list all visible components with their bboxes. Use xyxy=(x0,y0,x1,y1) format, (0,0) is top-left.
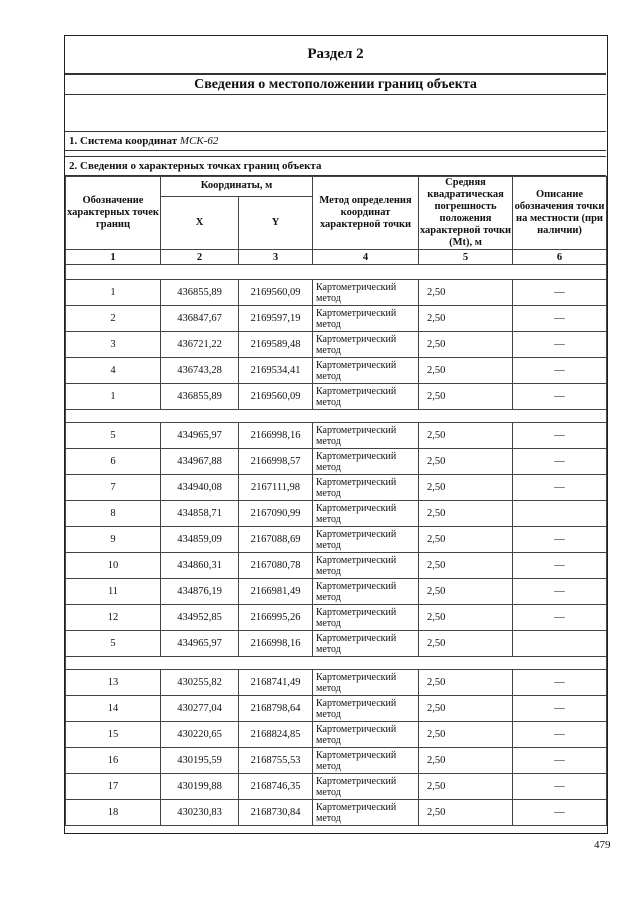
y-coord-cell: 2166998,57 xyxy=(239,449,313,475)
table-row xyxy=(66,423,607,449)
header-coords: Координаты, м xyxy=(161,177,313,197)
method-cell: Картометрический метод xyxy=(313,631,419,657)
error-cell: 2,50 xyxy=(419,501,513,527)
error-cell: 2,50 xyxy=(419,553,513,579)
method-cell: Картометрический метод xyxy=(313,527,419,553)
table-row xyxy=(66,501,607,527)
method-cell: Картометрический метод xyxy=(313,280,419,306)
separator-cell xyxy=(66,657,607,670)
table-row xyxy=(66,800,607,826)
points-section-title: 2. Сведения о характерных точках границ объекта xyxy=(65,156,606,176)
x-coord-cell: 434967,88 xyxy=(161,449,239,475)
x-coord-cell: 434860,31 xyxy=(161,553,239,579)
description-cell: — xyxy=(513,475,607,501)
x-coord-cell: 436743,28 xyxy=(161,358,239,384)
error-cell: 2,50 xyxy=(419,748,513,774)
point-cell: 17 xyxy=(66,774,161,800)
point-cell: 9 xyxy=(66,527,161,553)
x-coord-cell: 436855,89 xyxy=(161,280,239,306)
point-cell: 8 xyxy=(66,501,161,527)
point-cell: 12 xyxy=(66,605,161,631)
x-coord-cell: 436855,89 xyxy=(161,384,239,410)
x-coord-cell: 430277,04 xyxy=(161,696,239,722)
description-cell: — xyxy=(513,748,607,774)
coordinate-system-value: МСК-62 xyxy=(179,135,219,147)
y-coord-cell: 2166981,49 xyxy=(239,579,313,605)
method-cell: Картометрический метод xyxy=(313,670,419,696)
table-row xyxy=(66,527,607,553)
spacer xyxy=(65,95,606,131)
point-cell: 13 xyxy=(66,670,161,696)
error-cell: 2,50 xyxy=(419,423,513,449)
method-cell: Картометрический метод xyxy=(313,384,419,410)
table-row xyxy=(66,332,607,358)
description-cell: — xyxy=(513,423,607,449)
col-number: 3 xyxy=(239,250,313,265)
x-coord-cell: 434952,85 xyxy=(161,605,239,631)
table-row xyxy=(66,553,607,579)
method-cell: Картометрический метод xyxy=(313,722,419,748)
col-number: 5 xyxy=(419,250,513,265)
description-cell: — xyxy=(513,696,607,722)
table-row xyxy=(66,280,607,306)
table-row xyxy=(66,696,607,722)
table-row xyxy=(66,631,607,657)
table-row xyxy=(66,605,607,631)
y-coord-cell: 2167090,99 xyxy=(239,501,313,527)
y-coord-cell: 2168824,85 xyxy=(239,722,313,748)
x-coord-cell: 434965,97 xyxy=(161,631,239,657)
method-cell: Картометрический метод xyxy=(313,696,419,722)
col-number: 2 xyxy=(161,250,239,265)
description-cell: — xyxy=(513,800,607,826)
description-cell: — xyxy=(513,553,607,579)
y-coord-cell: 2167080,78 xyxy=(239,553,313,579)
error-cell: 2,50 xyxy=(419,670,513,696)
error-cell: 2,50 xyxy=(419,280,513,306)
description-cell: — xyxy=(513,449,607,475)
table-row xyxy=(66,748,607,774)
points-table xyxy=(65,176,607,826)
point-cell: 1 xyxy=(66,280,161,306)
point-cell: 4 xyxy=(66,358,161,384)
section-heading: Раздел 2 xyxy=(65,36,606,74)
method-cell: Картометрический метод xyxy=(313,800,419,826)
method-cell: Картометрический метод xyxy=(313,306,419,332)
method-cell: Картометрический метод xyxy=(313,475,419,501)
table-row xyxy=(66,358,607,384)
error-cell: 2,50 xyxy=(419,800,513,826)
description-cell xyxy=(513,501,607,527)
description-cell: — xyxy=(513,358,607,384)
col-number: 4 xyxy=(313,250,419,265)
table-row xyxy=(66,722,607,748)
error-cell: 2,50 xyxy=(419,384,513,410)
point-cell: 5 xyxy=(66,423,161,449)
x-coord-cell: 436721,22 xyxy=(161,332,239,358)
page-number: 479 xyxy=(594,839,611,851)
error-cell: 2,50 xyxy=(419,579,513,605)
y-coord-cell: 2168755,53 xyxy=(239,748,313,774)
error-cell: 2,50 xyxy=(419,605,513,631)
x-coord-cell: 430195,59 xyxy=(161,748,239,774)
method-cell: Картометрический метод xyxy=(313,358,419,384)
method-cell: Картометрический метод xyxy=(313,748,419,774)
x-coord-cell: 434965,97 xyxy=(161,423,239,449)
x-coord-cell: 434940,08 xyxy=(161,475,239,501)
point-cell: 11 xyxy=(66,579,161,605)
y-coord-cell: 2168730,84 xyxy=(239,800,313,826)
description-cell: — xyxy=(513,384,607,410)
description-cell: — xyxy=(513,579,607,605)
method-cell: Картометрический метод xyxy=(313,332,419,358)
y-coord-cell: 2168798,64 xyxy=(239,696,313,722)
section-title: Сведения о местоположении границ объекта xyxy=(65,74,606,95)
table-row xyxy=(66,579,607,605)
header-error xyxy=(419,177,513,250)
blank-row xyxy=(66,265,607,280)
header-desc: Описание обозначения точки на местности (при наличии) xyxy=(513,177,607,250)
table-row xyxy=(66,475,607,501)
point-cell: 3 xyxy=(66,332,161,358)
point-cell: 10 xyxy=(66,553,161,579)
y-coord-cell: 2169589,48 xyxy=(239,332,313,358)
y-coord-cell: 2166998,16 xyxy=(239,423,313,449)
y-coord-cell: 2169534,41 xyxy=(239,358,313,384)
table-row xyxy=(66,306,607,332)
x-coord-cell: 434876,19 xyxy=(161,579,239,605)
x-coord-cell: 430199,88 xyxy=(161,774,239,800)
point-cell: 16 xyxy=(66,748,161,774)
y-coord-cell: 2167088,69 xyxy=(239,527,313,553)
error-cell: 2,50 xyxy=(419,306,513,332)
point-cell: 5 xyxy=(66,631,161,657)
col-number: 1 xyxy=(66,250,161,265)
y-coord-cell: 2168746,35 xyxy=(239,774,313,800)
header-x: X xyxy=(161,196,239,249)
header-error-text: Средняя квадратическая погрешность положения характерной точки (Mt), м xyxy=(419,177,512,248)
error-cell: 2,50 xyxy=(419,774,513,800)
x-coord-cell: 430255,82 xyxy=(161,670,239,696)
point-cell: 15 xyxy=(66,722,161,748)
coordinate-system-label: 1. Система координат xyxy=(69,135,178,147)
x-coord-cell: 436847,67 xyxy=(161,306,239,332)
method-cell: Картометрический метод xyxy=(313,774,419,800)
y-coord-cell: 2166998,16 xyxy=(239,631,313,657)
y-coord-cell: 2167111,98 xyxy=(239,475,313,501)
x-coord-cell: 434859,09 xyxy=(161,527,239,553)
table-row xyxy=(66,670,607,696)
points-table-body xyxy=(66,280,607,826)
group-separator-row xyxy=(66,657,607,670)
error-cell: 2,50 xyxy=(419,332,513,358)
error-cell: 2,50 xyxy=(419,527,513,553)
y-coord-cell: 2166995,26 xyxy=(239,605,313,631)
error-cell: 2,50 xyxy=(419,449,513,475)
method-cell: Картометрический метод xyxy=(313,449,419,475)
col-number: 6 xyxy=(513,250,607,265)
x-coord-cell: 430220,65 xyxy=(161,722,239,748)
point-cell: 18 xyxy=(66,800,161,826)
header-method-text: Метод определения координат характерной точки xyxy=(319,195,412,230)
description-cell: — xyxy=(513,280,607,306)
description-cell: — xyxy=(513,332,607,358)
coordinate-system-line xyxy=(65,131,606,151)
error-cell: 2,50 xyxy=(419,358,513,384)
x-coord-cell: 434858,71 xyxy=(161,501,239,527)
table-row xyxy=(66,774,607,800)
description-cell xyxy=(513,631,607,657)
method-cell: Картометрический метод xyxy=(313,605,419,631)
header-y: Y xyxy=(239,196,313,249)
point-cell: 7 xyxy=(66,475,161,501)
table-row xyxy=(66,449,607,475)
table-row xyxy=(66,384,607,410)
error-cell: 2,50 xyxy=(419,631,513,657)
point-cell: 2 xyxy=(66,306,161,332)
description-cell: — xyxy=(513,722,607,748)
error-cell: 2,50 xyxy=(419,722,513,748)
y-coord-cell: 2168741,49 xyxy=(239,670,313,696)
point-cell: 6 xyxy=(66,449,161,475)
separator-cell xyxy=(66,410,607,423)
method-cell: Картометрический метод xyxy=(313,579,419,605)
method-cell: Картометрический метод xyxy=(313,501,419,527)
description-cell: — xyxy=(513,527,607,553)
y-coord-cell: 2169560,09 xyxy=(239,280,313,306)
description-cell: — xyxy=(513,670,607,696)
description-cell: — xyxy=(513,774,607,800)
description-cell: — xyxy=(513,605,607,631)
error-cell: 2,50 xyxy=(419,475,513,501)
y-coord-cell: 2169560,09 xyxy=(239,384,313,410)
group-separator-row xyxy=(66,410,607,423)
method-cell: Картометрический метод xyxy=(313,553,419,579)
y-coord-cell: 2169597,19 xyxy=(239,306,313,332)
point-cell: 14 xyxy=(66,696,161,722)
header-method xyxy=(313,177,419,250)
document-frame xyxy=(64,35,608,834)
error-cell: 2,50 xyxy=(419,696,513,722)
method-cell: Картометрический метод xyxy=(313,423,419,449)
x-coord-cell: 430230,83 xyxy=(161,800,239,826)
point-cell: 1 xyxy=(66,384,161,410)
description-cell: — xyxy=(513,306,607,332)
header-point: Обозначение характерных точек границ xyxy=(66,177,161,250)
